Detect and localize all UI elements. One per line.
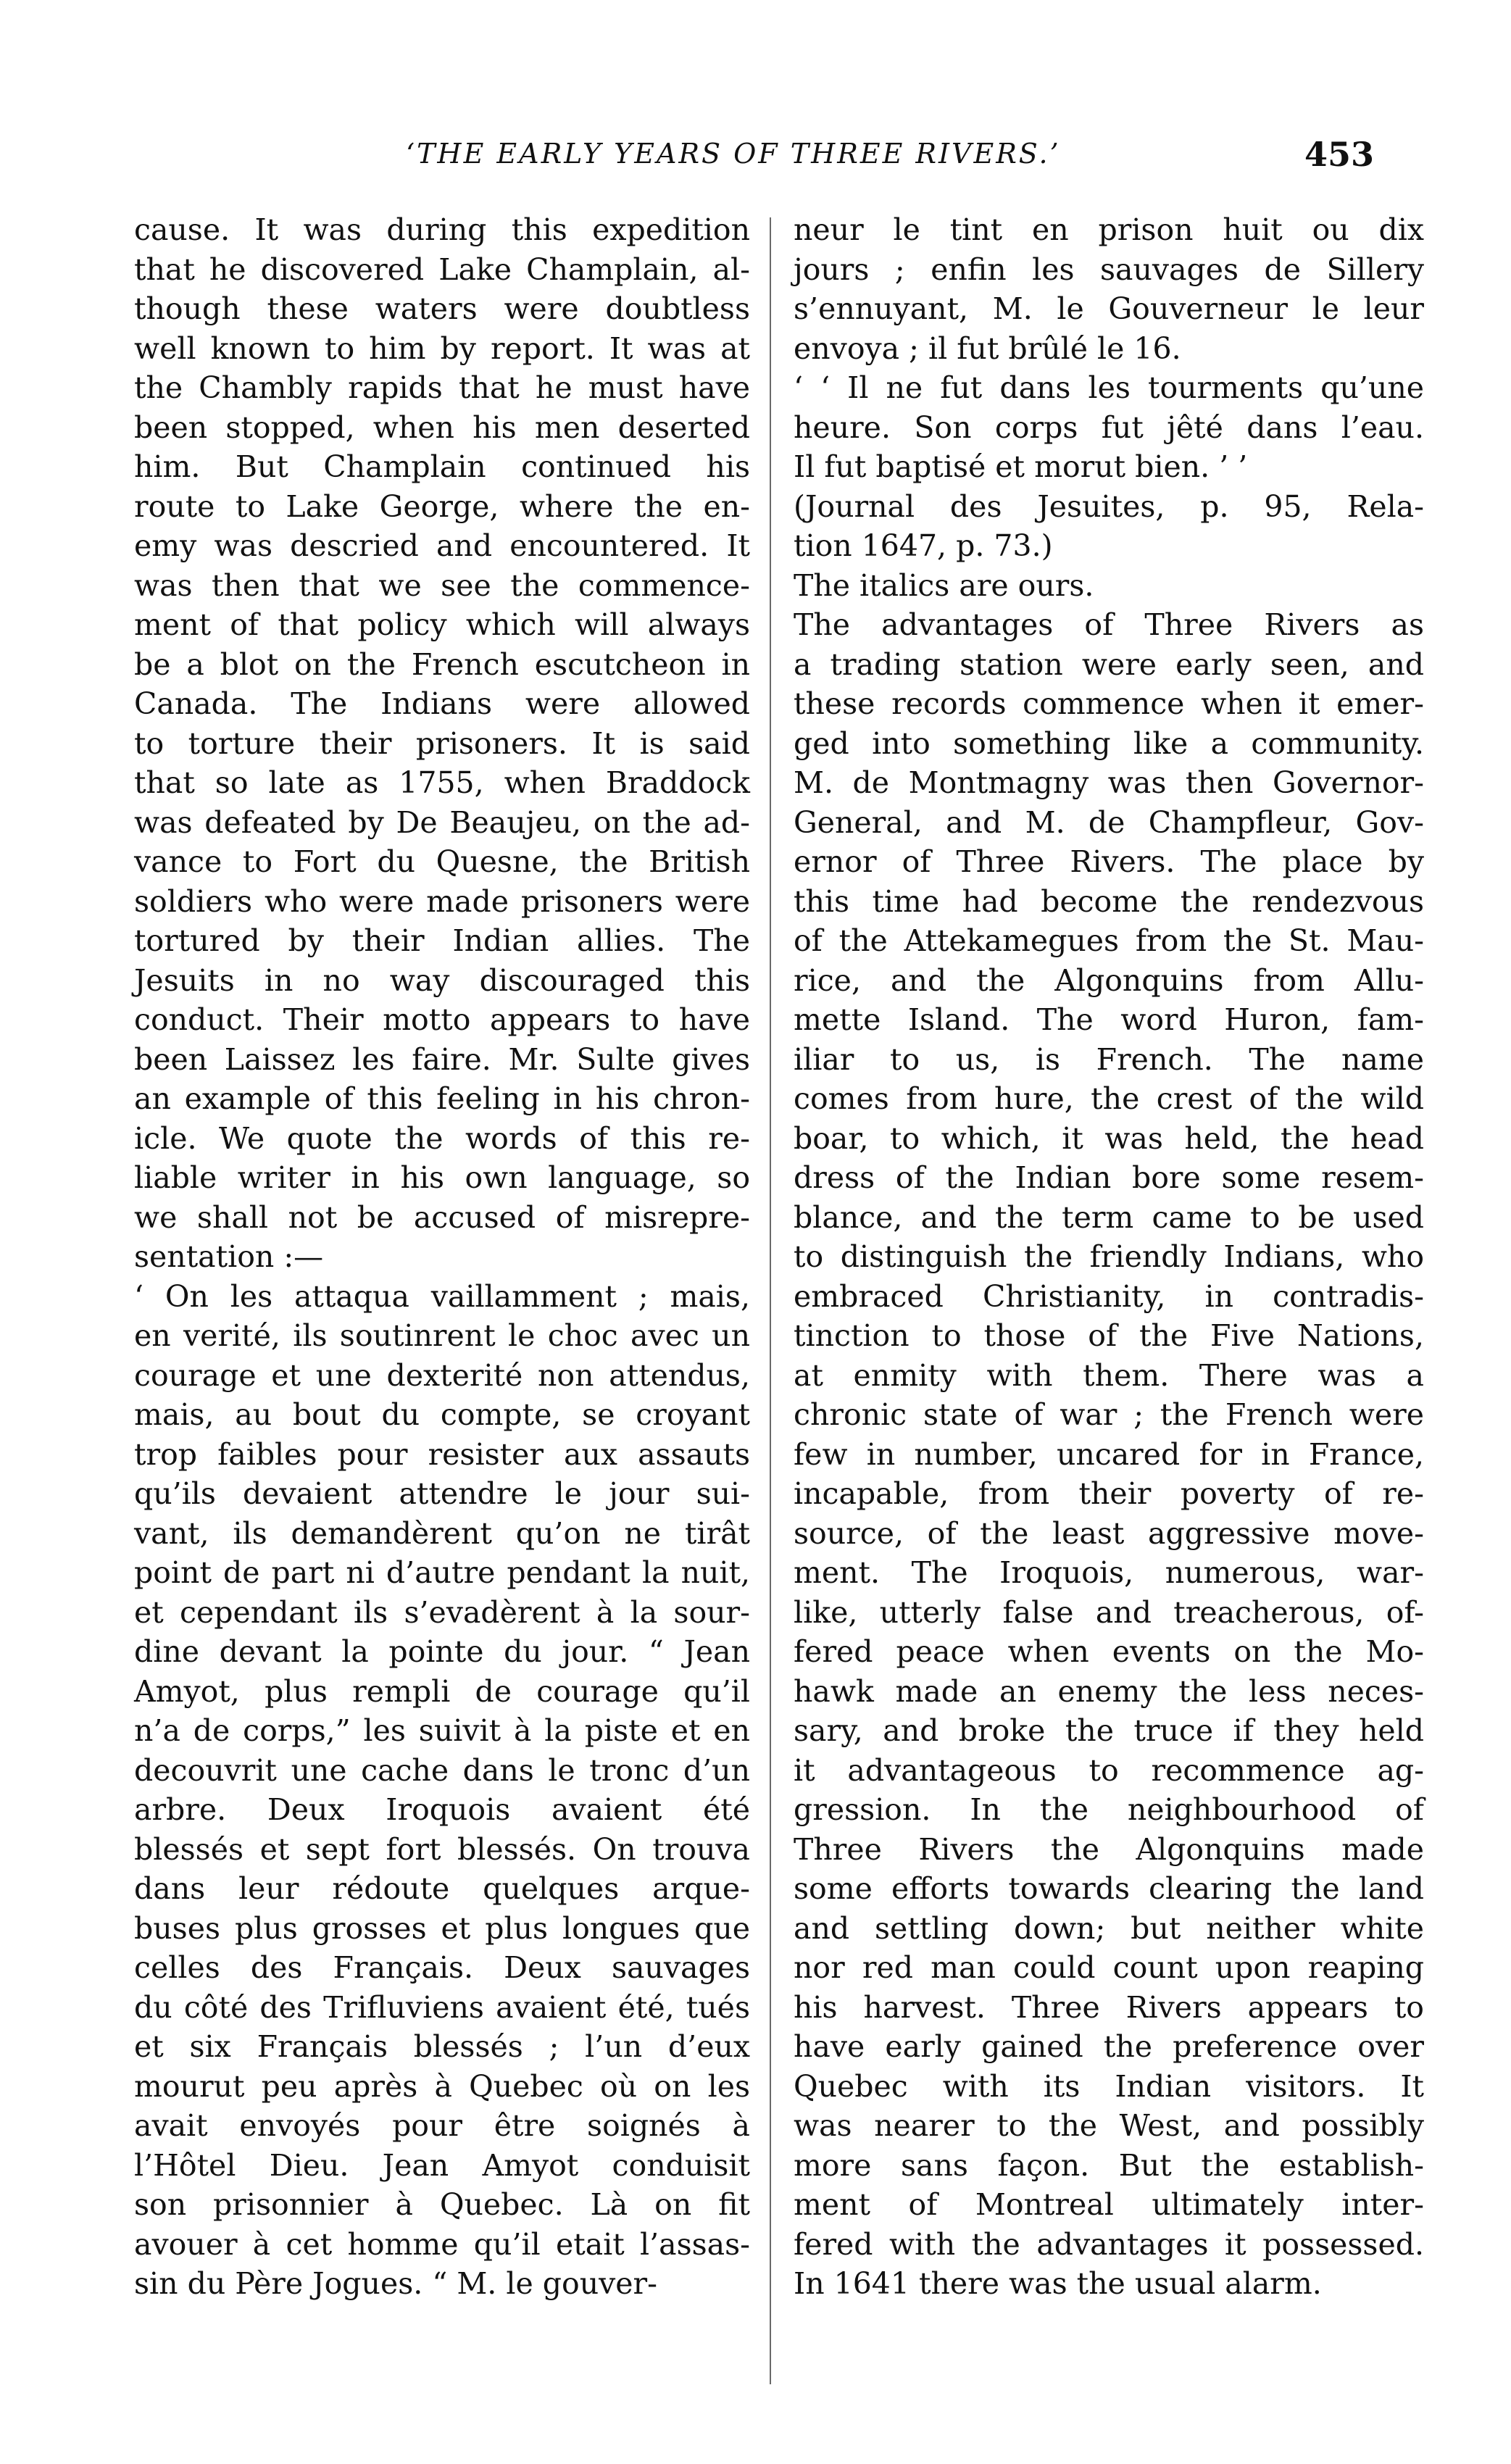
text-line: gression. In the neighbourhood of [794,1792,1424,1827]
text-line: blessés et sept fort blessés. On trouva [134,1831,750,1867]
text-line: though these waters were doubtless [134,291,750,326]
text-line: rice, and the Algonquins from Allu- [794,962,1424,998]
text-line: neur le tint en prison huit ou dix [794,212,1424,247]
text-line: General, and M. de Champfleur, Gov- [794,804,1424,840]
text-line: sentation :— [134,1239,324,1274]
text-line: was defeated by De Beaujeu, on the ad- [134,804,750,840]
text-line: incapable, from their poverty of re- [794,1476,1424,1511]
text-line: ment of that policy which will always [134,607,750,642]
text-line: nor red man could count upon reaping [794,1950,1424,1985]
text-line: to torture their prisoners. It is said [134,725,750,761]
text-line: these records commence when it emer- [794,686,1424,721]
text-line: en verité, ils soutinrent le choc avec un [134,1318,750,1353]
text-line: him. But Champlain continued his [134,449,750,484]
right-column [794,210,1424,2304]
text-line: cause. It was during this expedition [134,212,750,247]
text-line: dress of the Indian bore some resem- [794,1160,1424,1195]
text-line: (Journal des Jesuites, p. 95, Rela- [794,488,1424,524]
text-line: ged into something like a community. [794,725,1424,761]
text-line: l’Hôtel Dieu. Jean Amyot conduisit [134,2147,750,2183]
text-line: dine devant la pointe du jour. “ Jean [134,1634,750,1669]
text-line: sin du Père Jogues. “ M. le gouver- [134,2266,657,2301]
text-line: s’ennuyant, M. le Gouverneur le leur [794,291,1424,326]
text-line: ment. The Iroquois, numerous, war- [794,1555,1424,1590]
text-line: that he discovered Lake Champlain, al- [134,251,750,287]
text-line: fered peace when events on the Mo- [794,1634,1424,1669]
text-line: son prisonnier à Quebec. Là on fit [134,2187,750,2222]
text-line: du côté des Trifluviens avaient été, tués [134,1989,750,2025]
text-line: emy was descried and encountered. It [134,528,750,563]
text-line: celles des Français. Deux sauvages [134,1950,750,1985]
text-line: ‘ ‘ Il ne fut dans les tourments qu’une [794,370,1424,405]
text-line: blance, and the term came to be used [794,1199,1424,1235]
text-line: Amyot, plus rempli de courage qu’il [134,1673,750,1709]
text-line: like, utterly false and treacherous, of- [794,1594,1424,1630]
text-line: mais, au bout du compte, se croyant [134,1397,750,1432]
text-line: Il fut baptisé et morut bien. ’ ’ [794,449,1248,484]
text-line: a trading station were early seen, and [794,646,1424,682]
text-line: icle. We quote the words of this re- [134,1120,750,1156]
text-line: sary, and broke the truce if they held [794,1713,1424,1748]
text-line: source, of the least aggressive move- [794,1515,1424,1551]
text-line: that so late as 1755, when Braddock [134,765,750,800]
text-line: been Laissez les faire. Mr. Sulte gives [134,1041,750,1077]
text-line: dans leur rédoute quelques arque- [134,1871,750,1906]
text-line: jours ; enfin les sauvages de Sillery [794,251,1424,287]
text-line: the Chambly rapids that he must have [134,370,750,405]
text-line: envoya ; il fut brûlé le 16. [794,330,1181,366]
text-line: et cependant ils s’evadèrent à la sour- [134,1594,750,1630]
text-line: ment of Montreal ultimately inter- [794,2187,1424,2222]
text-line: was then that we see the commence- [134,567,750,603]
text-line: iliar to us, is French. The name [794,1041,1424,1077]
text-line: more sans façon. But the establish- [794,2147,1424,2183]
text-line: vant, ils demandèrent qu’on ne tirât [134,1515,750,1551]
text-line: embraced Christianity, in contradis- [794,1278,1424,1314]
text-line: avouer à cet homme qu’il etait l’assas- [134,2226,750,2262]
text-line: at enmity with them. There was a [794,1357,1424,1393]
text-line: this time had become the rendezvous [794,883,1424,919]
text-line: we shall not be accused of misrepre- [134,1199,750,1235]
text-line: point de part ni d’autre pendant la nuit, [134,1555,750,1590]
text-line: Jesuits in no way discouraged this [134,962,750,998]
text-line: tortured by their Indian allies. The [134,923,750,958]
text-line: of the Attekamegues from the St. Mau- [794,923,1424,958]
text-line: it advantageous to recommence ag- [794,1752,1424,1788]
text-line: n’a de corps,” les suivit à la piste et en [134,1713,750,1748]
text-line: mourut peu après à Quebec où on les [134,2068,750,2104]
text-line: vance to Fort du Quesne, the British [134,844,750,879]
text-line: boar, to which, it was held, the head [794,1120,1424,1156]
text-line: M. de Montmagny was then Governor- [794,765,1424,800]
text-line: some efforts towards clearing the land [794,1871,1424,1906]
text-line: well known to him by report. It was at [134,330,750,366]
text-line: and settling down; but neither white [794,1910,1424,1946]
text-line: route to Lake George, where the en- [134,488,750,524]
text-line: to distinguish the friendly Indians, who [794,1239,1424,1274]
text-line: The advantages of Three Rivers as [794,607,1424,642]
text-line: soldiers who were made prisoners were [134,883,750,919]
text-line: Quebec with its Indian visitors. It [794,2068,1424,2104]
page-header [0,135,1511,181]
text-line: In 1641 there was the usual alarm. [794,2266,1322,2301]
text-line: arbre. Deux Iroquois avaient été [134,1792,750,1827]
text-line: qu’ils devaient attendre le jour sui- [134,1476,750,1511]
column-divider [770,217,771,2384]
text-line: courage et une dexterité non attendus, [134,1357,750,1393]
text-line: conduct. Their motto appears to have [134,1002,750,1037]
text-line: heure. Son corps fut jêté dans l’eau. [794,409,1424,445]
text-line: comes from hure, the crest of the wild [794,1081,1424,1116]
page-number: 453 [1304,135,1375,174]
text-line: be a blot on the French escutcheon in [134,646,750,682]
text-line: buses plus grosses et plus longues que [134,1910,750,1946]
text-line: an example of this feeling in his chron- [134,1081,750,1116]
text-line: few in number, uncared for in France, [794,1436,1424,1472]
text-line: decouvrit une cache dans le tronc d’un [134,1752,750,1788]
text-line: mette Island. The word Huron, fam- [794,1002,1424,1037]
text-line: was nearer to the West, and possibly [794,2108,1424,2143]
running-head: ‘THE EARLY YEARS OF THREE RIVERS.’ [406,138,1061,170]
text-line: trop faibles pour resister aux assauts [134,1436,750,1472]
text-line: tion 1647, p. 73.) [794,528,1053,563]
text-line: have early gained the preference over [794,2029,1424,2064]
text-line: liable writer in his own language, so [134,1160,750,1195]
text-line: avait envoyés pour être soignés à [134,2108,750,2143]
text-line: hawk made an enemy the less neces- [794,1673,1424,1709]
text-line: tinction to those of the Five Nations, [794,1318,1424,1353]
text-line: The italics are ours. [794,567,1094,603]
left-column [134,210,750,2304]
text-line: chronic state of war ; the French were [794,1397,1424,1432]
text-line: ernor of Three Rivers. The place by [794,844,1424,879]
text-line: et six Français blessés ; l’un d’eux [134,2029,750,2064]
text-line: fered with the advantages it possessed. [794,2226,1424,2262]
text-line: Three Rivers the Algonquins made [794,1831,1424,1867]
text-line: Canada. The Indians were allowed [134,686,750,721]
text-line: his harvest. Three Rivers appears to [794,1989,1424,2025]
text-line: ‘ On les attaqua vaillamment ; mais, [134,1278,750,1314]
text-line: been stopped, when his men deserted [134,409,750,445]
